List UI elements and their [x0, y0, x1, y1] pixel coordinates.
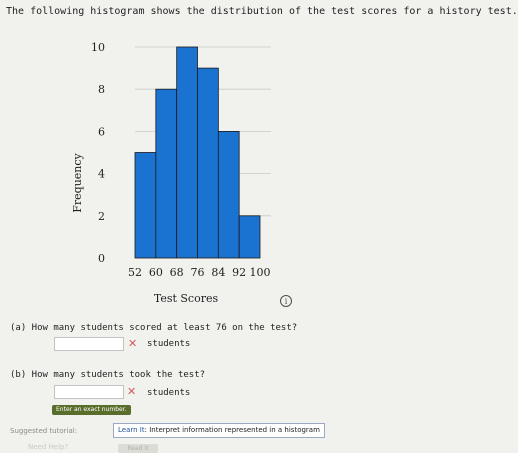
x-tick-label: 60	[148, 266, 163, 279]
histogram-bar	[135, 153, 156, 259]
question-a-answer-input[interactable]	[54, 337, 124, 351]
learn-it-link[interactable]: Learn It	[118, 426, 145, 434]
question-intro: The following histogram shows the distribution of the test scores for a history test.	[6, 6, 518, 17]
need-help-label: Need Help?	[28, 443, 69, 451]
x-icon: ✕	[128, 337, 138, 350]
histogram-bar	[239, 216, 260, 258]
y-tick-label: 8	[98, 83, 105, 97]
read-it-button[interactable]: Read It	[118, 444, 158, 453]
x-tick-label: 52	[128, 266, 142, 279]
x-axis-label: Test Scores	[153, 292, 219, 305]
x-icon: ✕	[127, 385, 137, 398]
learn-it-button[interactable]	[113, 423, 325, 438]
question-a-text: (a) How many students scored at least 76 on the test?	[10, 323, 298, 333]
x-tick-label: 76	[190, 266, 205, 279]
question-b-unit: students	[147, 388, 191, 398]
question-a-unit: students	[147, 339, 191, 349]
answer-hint-tooltip: Enter an exact number.	[52, 405, 131, 415]
y-tick-label: 4	[98, 167, 105, 181]
question-b-text: (b) How many students took the test?	[10, 370, 206, 380]
suggested-tutorial-label: Suggested tutorial:	[10, 427, 78, 435]
x-tick-label: 100	[249, 266, 271, 279]
histogram-bar	[218, 131, 239, 258]
y-tick-label: 0	[98, 252, 105, 265]
info-icon[interactable]: i	[280, 295, 292, 307]
histogram-chart	[60, 36, 300, 308]
x-tick-label: 68	[169, 266, 184, 279]
histogram-bar	[198, 68, 219, 258]
help-bar	[0, 441, 441, 451]
y-axis-label: Frequency	[71, 153, 84, 213]
tutorial-title: : Interpret information represented in a histogram	[144, 426, 320, 434]
y-tick-label: 6	[98, 125, 105, 139]
y-tick-label: 10	[91, 41, 105, 54]
x-tick-label: 84	[211, 266, 226, 279]
x-tick-label: 92	[232, 266, 247, 279]
y-tick-label: 2	[98, 209, 105, 223]
question-b-answer-input[interactable]	[54, 385, 124, 399]
histogram-bar	[177, 47, 198, 258]
histogram-bar	[156, 89, 177, 258]
